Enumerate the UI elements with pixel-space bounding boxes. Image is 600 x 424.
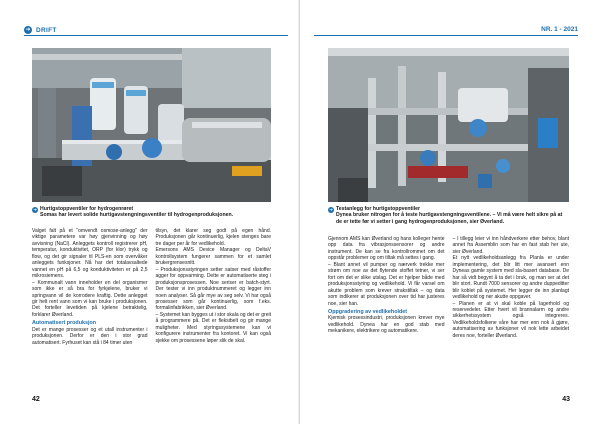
article-column-2 [453, 236, 570, 339]
section-marker [24, 26, 57, 34]
page-header [24, 26, 288, 36]
paragraph: tilsyn, det klarer seg godt på egen hånd. Produksjonen går kontinuerlig, kjelen stenges bare tre dager per år for vedlikehold. [155, 228, 271, 247]
photo-hurtigstoppventiler [32, 48, 271, 202]
caption-title: Hurtigstoppventiler for hydrogenrøret [40, 206, 134, 212]
photo-testanlegg [328, 48, 569, 202]
section-label: DRIFT [36, 26, 57, 34]
article-columns [32, 228, 271, 346]
caption-text: Somas har levert solide hurtigavstengningsventiler til hydrogenproduksjonen. [40, 212, 234, 219]
arrow-circle-icon: ➜ [33, 206, 37, 212]
paragraph: – Blant annet vil pumper og nærverk trekke mer strøm om noe av det flytende stoffet tetner, vi ser fort om det er slike utslag. Det er hjelper både med produksjonsstyring og vedlikehold. Vi får varsel om akutte problem som krever strakstiltak – og data som indikerer at produksjonen over tid har justeres noe, sier han. [328, 261, 445, 307]
paragraph: – Planen er at vi skal koble på lagerhold og reservedeler. Etter hvert vil brannalarm og andre sikkerhetssystem også integreres. Vedlikeholdsfolkene våre har mer enn nok å gjøre, automatisering av funksjoner vil nok lette arbeidet deres noe, forteller Øverland. [452, 300, 569, 339]
photo-caption [328, 206, 569, 225]
paragraph: Emersons AMS Device Manager og DeltaV kontrollsystem fungerer sammen for et samlet brukergrensesnitt. [155, 247, 271, 267]
page-number: 42 [32, 396, 40, 403]
issue-label: NR. 1 - 2021 [541, 26, 578, 33]
subheading: Automatisert produksjon [32, 320, 97, 327]
right-page [300, 0, 600, 424]
arrow-circle-icon: ➜ [329, 206, 333, 212]
paragraph: – I tillegg leier vi inn håndverkere etter behov, blant annet fra Assemblin som har en fast stab her ute, sier Øverland. [452, 236, 569, 255]
paragraph: – Systemet kan bygges ut i stor skala og det er greit å programmere på. Det er fleksibelt og gir mange muligheter. Med styringssystemene kan vi konfigurere instrumenter fra kontoret. Vi kan også sjekke om prosessene løper slik de skal. [155, 311, 271, 344]
page-number: 43 [562, 396, 570, 403]
subheading: Oppgradering av vedlikeholdet [328, 308, 408, 315]
caption-title: Testanlegg for hurtigstoppventiler [336, 206, 421, 212]
article-column-2 [156, 228, 272, 346]
paragraph: – Produksjonsstyringen setter satser med råstoffer agger for oppvarming. Dette er automatiserte steg i produksjonsprosessen. Noe seriser er batch-styrt. Der tester vi inn produktnummeret og legger inn noen analyser. Så går mye av seg selv. Vi har også prosesser som går kontinuerlig, som f.eks. formalinfabrikken, sier Øverland. [155, 266, 271, 312]
paragraph: – Kommunalt vann inneholder en del organismer som ikke er så bra for fyrkjelene, bruker vi springvann vil de korrodere kraftig. Dette anlegget gir helt rent vann som vi kan bruke i produksjonen. Det forteller levetiden på kjelene betraktelig, forklarer Øverland. [32, 279, 148, 318]
paragraph: Kjemisk prosessindustri, produksjonen krever mye vedlikehold. Dynea har en god stab med mekanikere, elektrikere og automatikere. [328, 315, 445, 335]
arrow-circle-icon: ➜ [25, 27, 31, 33]
photo-caption [32, 206, 271, 219]
paragraph: Valget falt på et "omvendt osmose-anlegg" der viktige parametere var høy gjenvinning og høy avvisning (NaCl). Anleggets kontroll registrerer pH, temperatur, konduktivitet, ORP (for klor) trykk og flow, og det gir signaler til PLS-en som overvåker anleggets funksjoner. Nå har det totalavsaltede vannet en pH på 6,5 og konduktiviteten er på 2,5 mikrosiemens. [32, 228, 148, 280]
caption-text: Dynea bruker nitrogen for å teste hurtigavstengningsventilene. – Vi må være helt sikre på at de er tette før vi setter i gang hydrogenproduksjonen, sier Øverland. [336, 212, 563, 225]
article-column-1 [328, 236, 445, 339]
page-header [314, 26, 578, 36]
article-columns [328, 236, 569, 339]
paragraph: Det er mange prosesser og et utall instrumenter i produksjonen. Derfor er den i stor grad automatisert. Fyrhuset kan stå i 84 timer uten [32, 326, 148, 346]
article-column-1 [32, 228, 148, 346]
paragraph: Gjennom AMS kan Øverland og hans kolleger hente opp data fra vibrasjonssensorer og andre instrument. De kan se fra kontrollrommet om det oppstår problemer og om tiltak må settes i gang. [328, 236, 445, 262]
paragraph: Et nytt vedlikeholdsanlegg fra Planla er under implementering, det blir litt mer avansert enn Dyneas gamle system med sla-basert database. De har så vidt begynt å ta det i bruk, og man ser at det blir stort. Rundt 7000 sensorer og andre duppeditter blir koblet på systemet. Her legger de inn planlagt vedlikehold og ner akutte oppgaver. [452, 255, 569, 301]
